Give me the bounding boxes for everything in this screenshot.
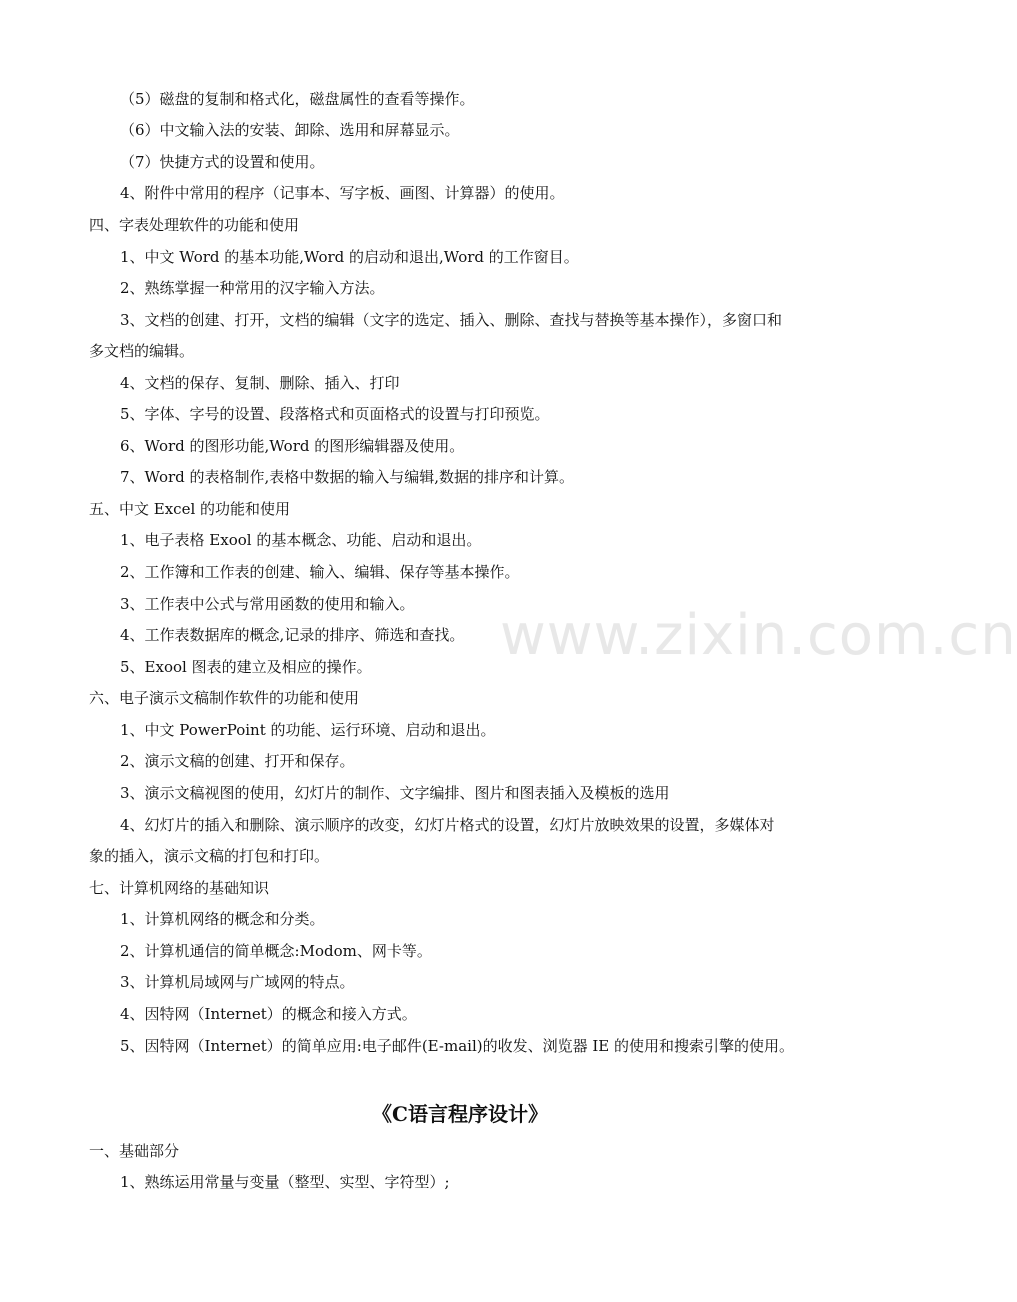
- section-title: 《C语言程序设计》: [372, 1102, 548, 1126]
- list-item: 7、Word 的表格制作,表格中数据的输入与编辑,数据的排序和计算。: [120, 468, 575, 486]
- list-item: 3、演示文稿视图的使用，幻灯片的制作、文字编排、图片和图表插入及模板的选用: [120, 784, 670, 802]
- list-item: 5、字体、字号的设置、段落格式和页面格式的设置与打印预览。: [120, 405, 550, 423]
- list-item: 2、计算机通信的简单概念:Modom、网卡等。: [120, 942, 432, 960]
- list-item: 3、文档的创建、打开，文档的编辑（文字的选定、插入、删除、查找与替换等基本操作），多窗口和: [120, 311, 783, 329]
- list-item: 4、幻灯片的插入和删除、演示顺序的改变，幻灯片格式的设置，幻灯片放映效果的设置，多媒体对: [120, 816, 775, 834]
- list-item: 2、熟练掌握一种常用的汉字输入方法。: [120, 279, 385, 297]
- list-item: 1、电子表格 Exool 的基本概念、功能、启动和退出。: [120, 531, 482, 549]
- section-heading: 一、基础部分: [89, 1142, 180, 1160]
- list-item: 3、工作表中公式与常用函数的使用和输入。: [120, 595, 415, 613]
- list-item: 4、附件中常用的程序（记事本、写字板、画图、计算器）的使用。: [120, 184, 565, 202]
- section-heading: 六、电子演示文稿制作软件的功能和使用: [89, 689, 360, 707]
- list-item: 1、中文 PowerPoint 的功能、运行环境、启动和退出。: [120, 721, 496, 739]
- list-item: 6、Word 的图形功能,Word 的图形编辑器及使用。: [120, 437, 465, 455]
- list-item: 5、因特网（Internet）的简单应用:电子邮件(E-mail)的收发、浏览器 IE 的使用和搜索引擎的使用。: [120, 1037, 795, 1055]
- list-item: 2、工作簿和工作表的创建、输入、编辑、保存等基本操作。: [120, 563, 520, 581]
- list-item-continuation: 象的插入，演示文稿的打包和打印。: [89, 847, 330, 865]
- list-item: 5、Exool 图表的建立及相应的操作。: [120, 658, 372, 676]
- section-heading: 七、计算机网络的基础知识: [89, 879, 270, 897]
- list-item: （6）中文输入法的安装、卸除、选用和屏幕显示。: [120, 121, 460, 139]
- list-item-continuation: 多文档的编辑。: [89, 342, 195, 360]
- list-item: （7）快捷方式的设置和使用。: [120, 153, 325, 171]
- watermark: www.zixin.com.cn: [500, 603, 1017, 668]
- list-item: 4、工作表数据库的概念,记录的排序、筛选和查找。: [120, 626, 465, 644]
- section-heading: 四、字表处理软件的功能和使用: [89, 216, 300, 234]
- list-item: 1、熟练运用常量与变量（整型、实型、字符型）;: [120, 1173, 450, 1191]
- list-item: 1、中文 Word 的基本功能,Word 的启动和退出,Word 的工作窗目。: [120, 248, 579, 266]
- list-item: 4、因特网（Internet）的概念和接入方式。: [120, 1005, 417, 1023]
- list-item: 3、计算机局域网与广域网的特点。: [120, 973, 355, 991]
- list-item: 2、演示文稿的创建、打开和保存。: [120, 752, 355, 770]
- list-item: （5）磁盘的复制和格式化，磁盘属性的查看等操作。: [120, 90, 475, 108]
- list-item: 4、文档的保存、复制、删除、插入、打印: [120, 374, 400, 392]
- section-heading: 五、中文 Excel 的功能和使用: [89, 500, 291, 518]
- list-item: 1、计算机网络的概念和分类。: [120, 910, 325, 928]
